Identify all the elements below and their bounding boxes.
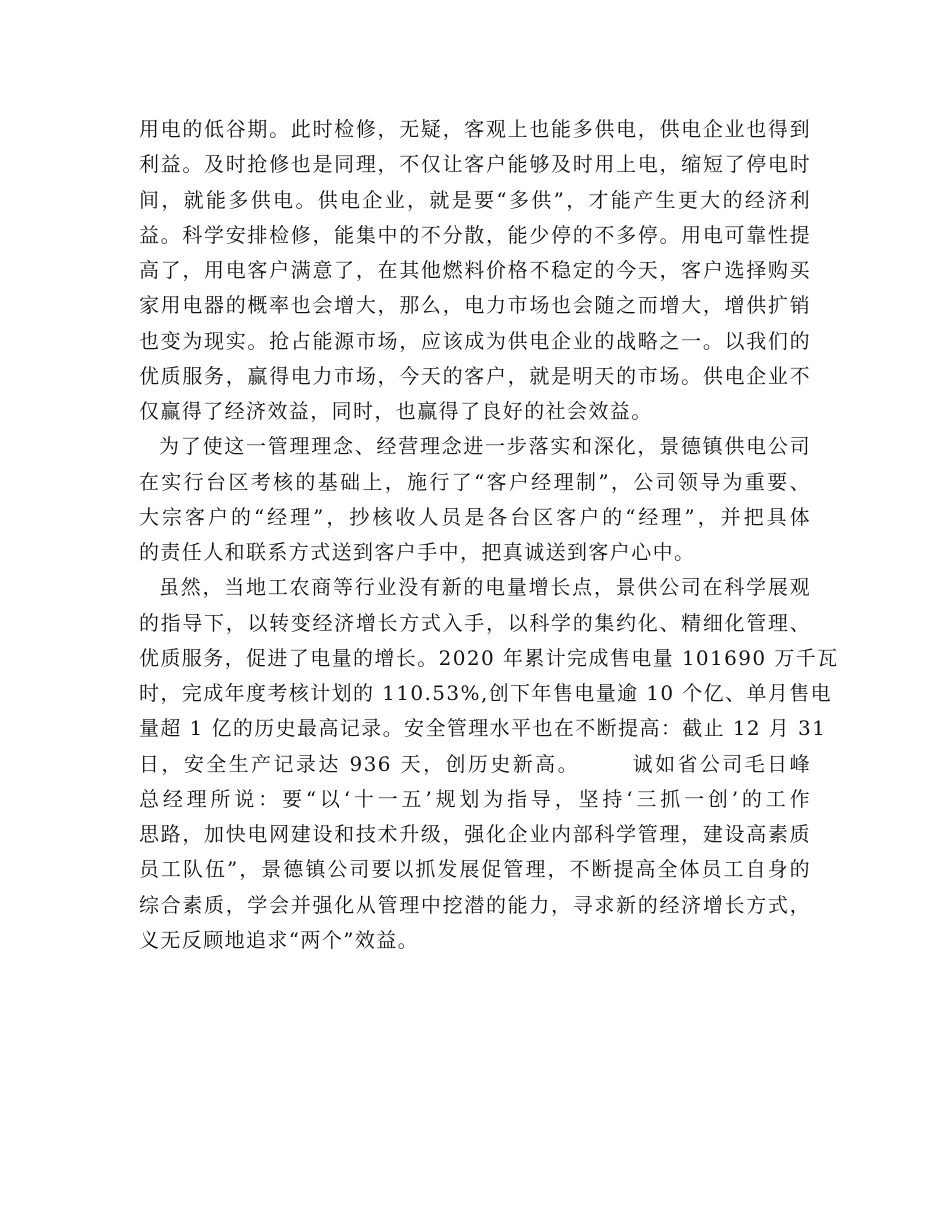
text-line: 家用电器的概率也会增大，那么，电力市场也会随之而增大，增供扩销 bbox=[139, 293, 811, 318]
text-line: 也变为现实。抢占能源市场，应该成为供电企业的战略之一。以我们的 bbox=[139, 328, 811, 353]
text-line: 利益。及时抢修也是同理，不仅让客户能够及时用上电，缩短了停电时 bbox=[139, 152, 811, 177]
document-body bbox=[139, 112, 839, 958]
text-line: 量超 1 亿的历史最高记录。安全管理水平也在不断提高：截止 12 月 31 bbox=[139, 716, 827, 741]
text-line: 总经理所说：要“以‘十一五’规划为指导，坚持‘三抓一创’的工作 bbox=[139, 786, 811, 811]
text-line: 间，就能多供电。供电企业，就是要“多供”，才能产生更大的经济利 bbox=[139, 187, 811, 212]
text-line: 员工队伍”，景德镇公司要以抓发展促管理，不断提高全体员工自身的 bbox=[139, 857, 811, 882]
text-line: 益。科学安排检修，能集中的不分散，能少停的不多停。用电可靠性提 bbox=[139, 222, 811, 247]
text-line: 的指导下，以转变经济增长方式入手，以科学的集约化、精细化管理、 bbox=[139, 610, 811, 635]
text-line: 高了，用电客户满意了，在其他燃料价格不稳定的今天，客户选择购买 bbox=[139, 258, 811, 282]
text-line: 在实行台区考核的基础上，施行了“客户经理制”，公司领导为重要、 bbox=[139, 469, 811, 494]
text-line: 综合素质，学会并强化从管理中挖潜的能力，寻求新的经济增长方式， bbox=[139, 892, 811, 917]
text-line: 为了使这一管理理念、经营理念进一步落实和深化，景德镇供电公司 bbox=[159, 434, 811, 459]
text-line: 日，安全生产记录达 936 天，创历史新高。 诚如省公司毛日峰 bbox=[139, 751, 811, 776]
text-line: 大宗客户的“经理”，抄核收人员是各台区客户的“经理”，并把具体 bbox=[139, 504, 811, 529]
text-line: 仅赢得了经济效益，同时，也赢得了良好的社会效益。 bbox=[139, 399, 653, 423]
text-line: 优质服务，促进了电量的增长。2020 年累计完成售电量 101690 万千瓦 bbox=[139, 645, 839, 670]
text-line: 的责任人和联系方式送到客户手中，把真诚送到客户心中。 bbox=[139, 540, 696, 564]
text-line: 虽然，当地工农商等行业没有新的电量增长点，景供公司在科学展观 bbox=[159, 575, 811, 600]
text-line: 时，完成年度考核计划的 110.53%,创下年售电量逾 10 个亿、单月售电 bbox=[139, 681, 833, 705]
text-line: 用电的低谷期。此时检修，无疑，客观上也能多供电，供电企业也得到 bbox=[139, 117, 811, 141]
text-line: 优质服务，赢得电力市场，今天的客户，就是明天的市场。供电企业不 bbox=[139, 363, 811, 388]
text-line: 义无反顾地追求“两个”效益。 bbox=[139, 927, 420, 952]
text-line: 思路，加快电网建设和技术升级，强化企业内部科学管理，建设高素质 bbox=[139, 822, 811, 846]
